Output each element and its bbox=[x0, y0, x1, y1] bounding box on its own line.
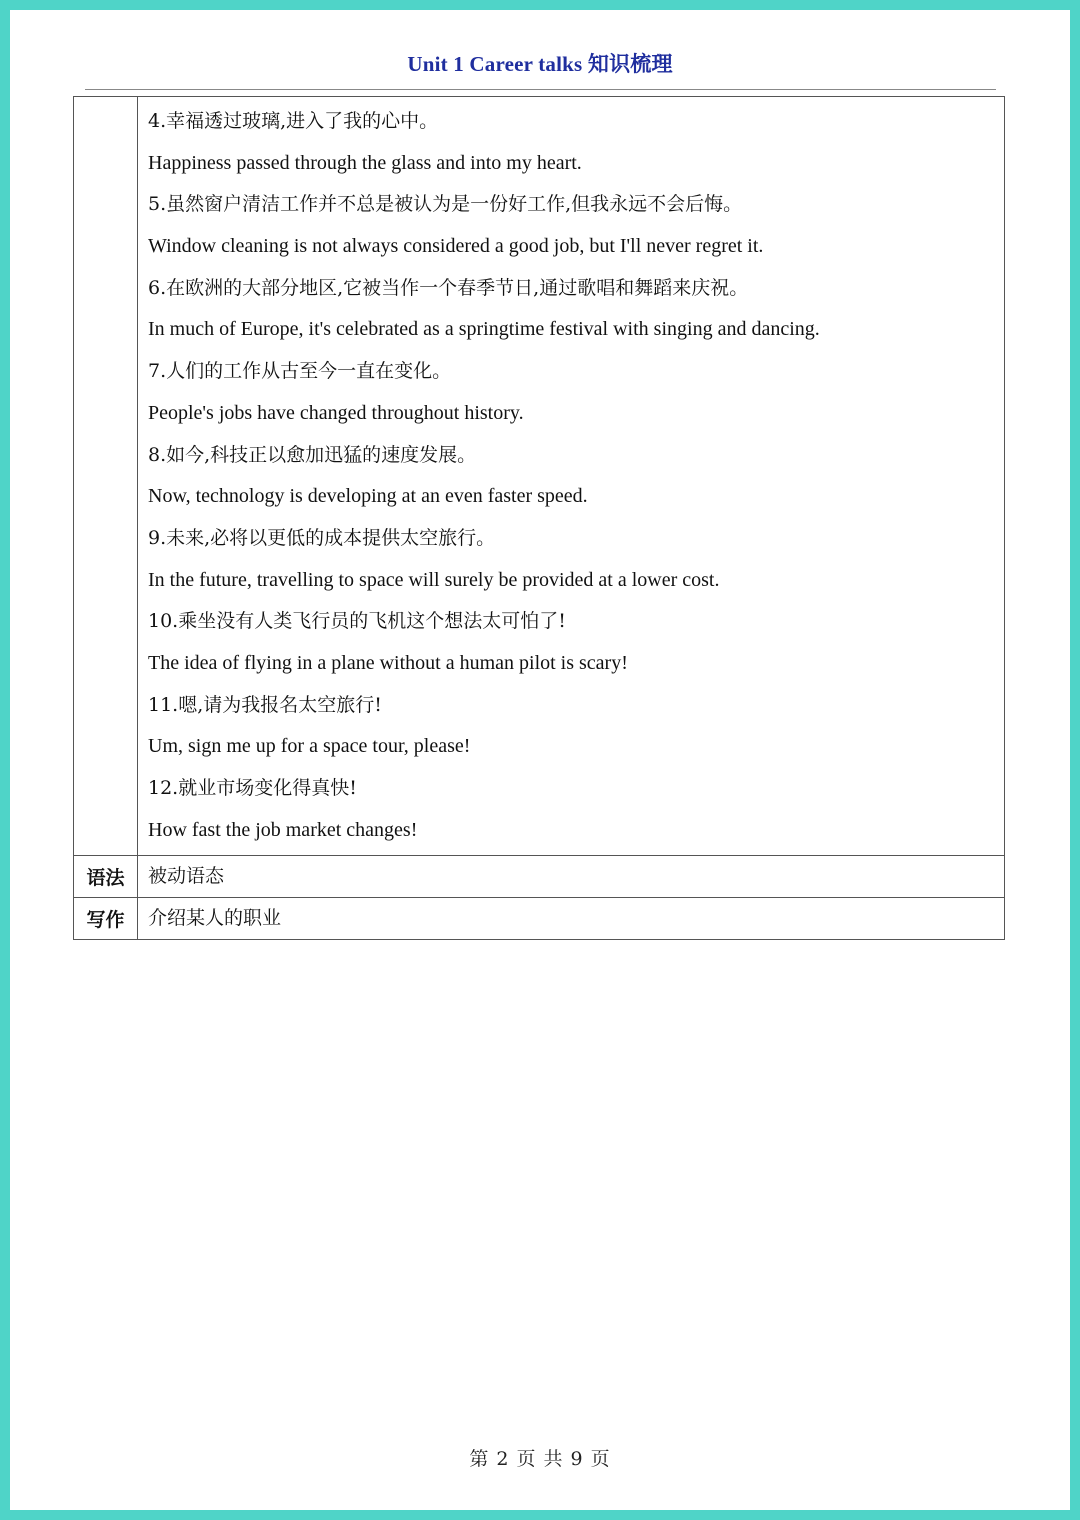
sentence-en: In much of Europe, it's celebrated as a springtime festival with singing and dancing. bbox=[148, 318, 820, 341]
sentence-cn: 7.人们的工作从古至今一直在变化。 bbox=[148, 360, 452, 383]
sentence-list bbox=[138, 97, 1004, 855]
sentence-en: People's jobs have changed throughout history. bbox=[148, 401, 524, 424]
sentence-cn: 10.乘坐没有人类飞行员的飞机这个想法太可怕了! bbox=[148, 610, 566, 633]
sentence-en: How fast the job market changes! bbox=[148, 818, 418, 841]
page-indicator: 第 2 页 共 9 页 bbox=[469, 1448, 611, 1470]
page-header-title: Unit 1 Career talks 知识梳理 bbox=[407, 52, 673, 76]
sentence-en: Window cleaning is not always considered a good job, but I'll never regret it. bbox=[148, 235, 764, 258]
writing-label: 写作 bbox=[74, 898, 138, 939]
sentence-cn: 5.虽然窗户清洁工作并不总是被认为是一份好工作,但我永远不会后悔。 bbox=[148, 193, 743, 216]
header-divider bbox=[85, 89, 996, 90]
document-page bbox=[10, 10, 1070, 1510]
empty-label-cell bbox=[74, 97, 138, 855]
table-row-grammar bbox=[74, 855, 1004, 897]
sentence-en: Happiness passed through the glass and into my heart. bbox=[148, 151, 582, 174]
sentence-cn: 4.幸福透过玻璃,进入了我的心中。 bbox=[148, 110, 439, 132]
writing-value: 介绍某人的职业 bbox=[148, 907, 282, 930]
sentence-en: Now, technology is developing at an even faster speed. bbox=[148, 485, 588, 508]
sentence-cn: 11.嗯,请为我报名太空旅行! bbox=[148, 693, 382, 716]
sentence-cn: 8.如今,科技正以愈加迅猛的速度发展。 bbox=[148, 443, 477, 466]
sentence-cn: 9.未来,必将以更低的成本提供太空旅行。 bbox=[148, 526, 496, 549]
sentence-cn: 12.就业市场变化得真快! bbox=[148, 777, 357, 799]
sentence-en: The idea of flying in a plane without a human pilot is scary! bbox=[148, 651, 628, 674]
knowledge-table bbox=[73, 96, 1005, 940]
grammar-value: 被动语态 bbox=[148, 865, 225, 888]
sentence-cn: 6.在欧洲的大部分地区,它被当作一个春季节日,通过歌唱和舞蹈来庆祝。 bbox=[148, 276, 749, 299]
table-row-sentences bbox=[74, 97, 1004, 855]
table-row-writing bbox=[74, 897, 1004, 939]
sentence-en: Um, sign me up for a space tour, please! bbox=[148, 735, 471, 758]
grammar-label: 语法 bbox=[74, 856, 138, 897]
sentence-en: In the future, travelling to space will surely be provided at a lower cost. bbox=[148, 568, 720, 591]
